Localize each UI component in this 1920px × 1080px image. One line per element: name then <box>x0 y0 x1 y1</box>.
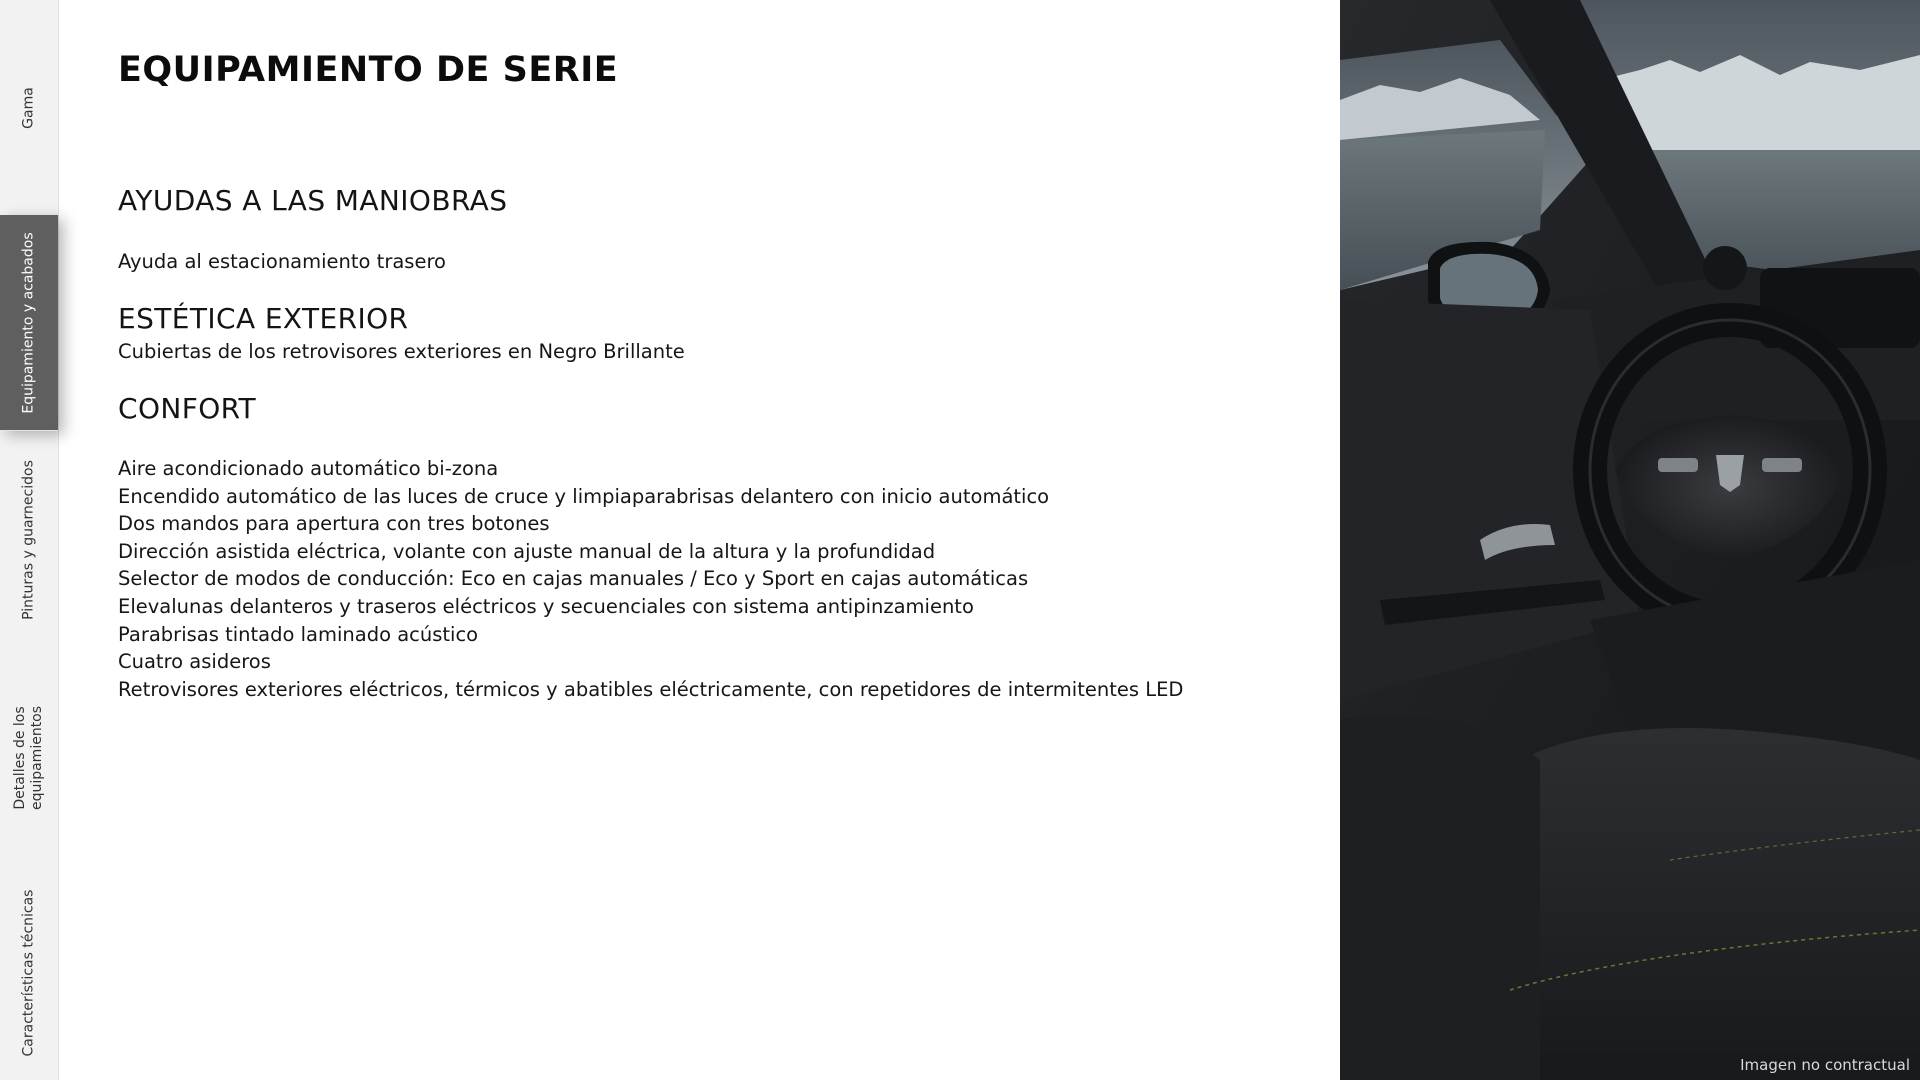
nav-tab-label: Gama <box>20 86 37 129</box>
list-item: Cuatro asideros <box>118 650 271 674</box>
nav-tab-label: Pinturas y guarnecidos <box>20 460 37 620</box>
equipment-item: Cubiertas de los retrovisores exteriores en Negro Brillante <box>118 340 685 363</box>
list-item: Aire acondicionado automático bi-zona <box>118 457 499 480</box>
list-item: Encendido automático de las luces de cruce y limpiaparabrisas delantero con inicio automático <box>118 484 1050 508</box>
nav-tab-equipamiento-y-acabados[interactable] <box>0 215 58 431</box>
car-interior-photo <box>1340 0 1920 1080</box>
equipment-item: Ayuda al estacionamiento trasero <box>118 250 446 273</box>
disclaimer-text: Imagen no contractual <box>1740 1056 1910 1074</box>
car-interior-illustration <box>1340 0 1920 1080</box>
section-nav-rail <box>0 0 59 1080</box>
nav-tab-label: Equipamiento y acabados <box>20 231 37 414</box>
nav-tab-pinturas-y-guarnecidos[interactable] <box>0 430 58 651</box>
nav-tab-label-line: Detalles de los <box>12 705 28 810</box>
nav-tab-detalles-de-los-equipamientos[interactable] <box>0 650 58 866</box>
nav-tab-label-line: equipamientos <box>29 705 45 810</box>
nav-tab-gama[interactable] <box>0 0 58 216</box>
nav-tab-caracteristicas-tecnicas[interactable] <box>0 865 58 1080</box>
confort-items-list <box>118 455 1183 703</box>
nav-tab-label <box>12 705 46 809</box>
list-item: Dirección asistida eléctrica, volante con ajuste manual de la altura y la profundidad <box>118 539 936 563</box>
section-heading-confort: CONFORT <box>118 392 257 425</box>
list-item: Selector de modos de conducción: Eco en cajas manuales / Eco y Sport en cajas automáticas <box>118 567 1029 591</box>
section-heading-estetica-exterior: ESTÉTICA EXTERIOR <box>118 302 409 335</box>
list-item: Elevalunas delanteros y traseros eléctricos y secuenciales con sistema antipinzamiento <box>118 594 974 618</box>
list-item: Dos mandos para apertura con tres botones <box>118 512 550 536</box>
section-heading-ayudas-maniobras: AYUDAS A LAS MANIOBRAS <box>118 184 508 217</box>
nav-tab-label: Características técnicas <box>20 889 37 1056</box>
page-title: EQUIPAMIENTO DE SERIE <box>118 50 619 90</box>
list-item: Retrovisores exteriores eléctricos, térmicos y abatibles eléctricamente, con repetidores de intermitentes LED <box>118 677 1184 701</box>
list-item: Parabrisas tintado laminado acústico <box>118 622 479 646</box>
